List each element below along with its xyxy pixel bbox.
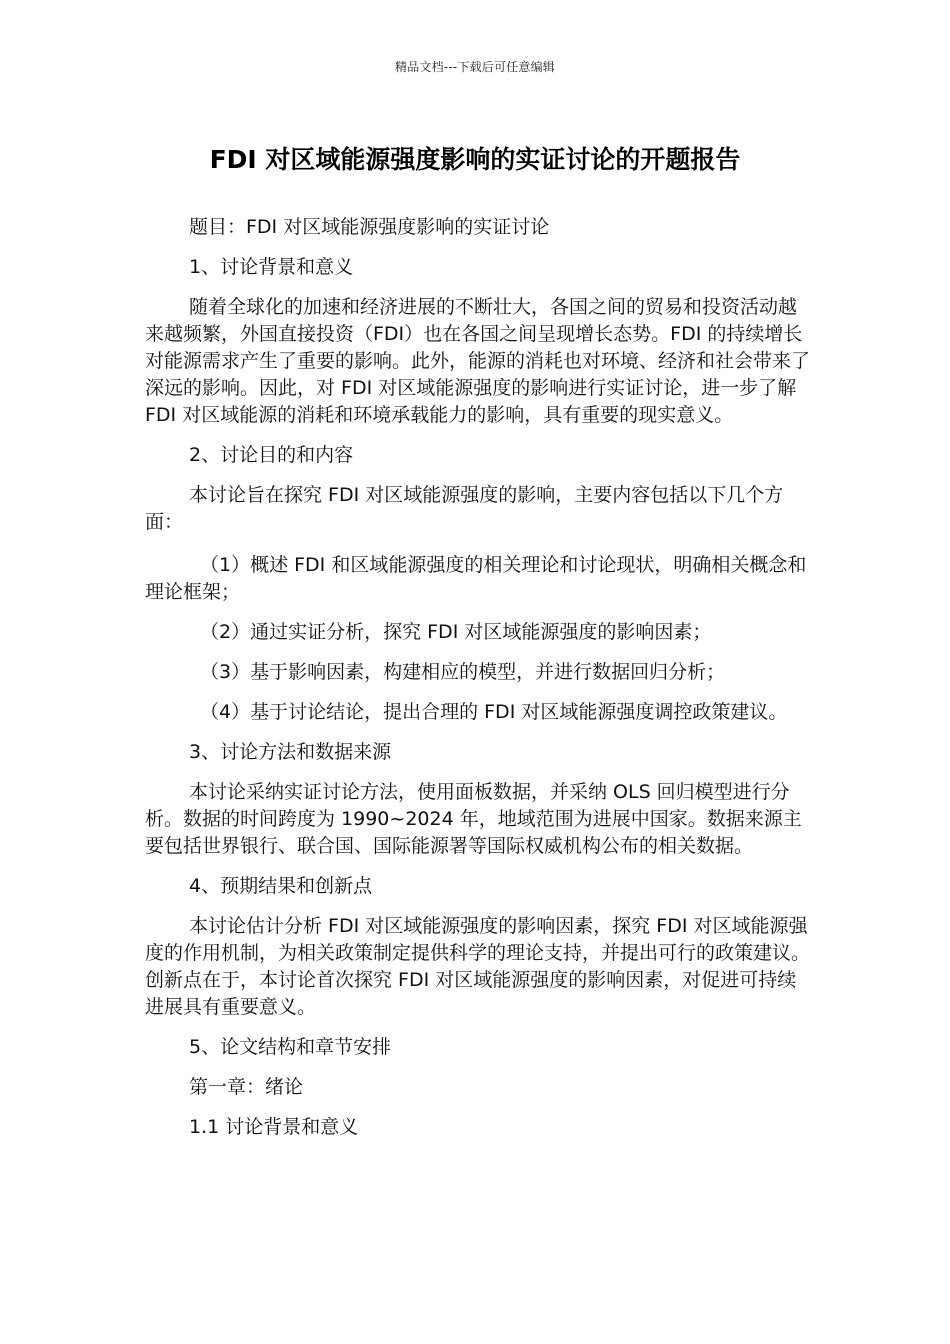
section-2-item-2: （2）通过实证分析，探究 FDI 对区域能源强度的影响因素；: [200, 621, 712, 643]
section-2-heading: 2、讨论目的和内容: [189, 444, 354, 466]
section-5-heading: 5、论文结构和章节安排: [189, 1036, 392, 1058]
topic-line: 题目：FDI 对区域能源强度影响的实证讨论: [189, 216, 550, 238]
section-3-body: 本讨论采纳实证讨论方法，使用面板数据，并采纳 OLS 回归模型进行分析。数据的时间跨度为 1990~2024 年，地域范围为进展中国家。数据来源主要包括世界银行、联合国、国际能源署等国际权威机构公布的相关数据。: [145, 781, 802, 857]
section-1-body: 随着全球化的加速和经济进展的不断壮大，各国之间的贸易和投资活动越来越频繁，外国直接投资（FDI）也在各国之间呈现增长态势。FDI 的持续增长对能源需求产生了重要的影响。此外，能源的消耗也对环境、经济和社会带来了深远的影响。因此，对 FDI 对区域能源强度的影响进行实证讨论，进一步了解 FDI 对区域能源的消耗和环境承载能力的影响，具有重要的现实意义。: [145, 296, 811, 426]
section-3-heading: 3、讨论方法和数据来源: [189, 741, 392, 763]
document-title: FDI 对区域能源强度影响的实证讨论的开题报告: [209, 145, 741, 174]
chapter-1-1-heading: 1.1 讨论背景和意义: [189, 1116, 359, 1138]
section-2-item-4: （4）基于讨论结论，提出合理的 FDI 对区域能源强度调控政策建议。: [200, 701, 788, 723]
section-1-heading: 1、讨论背景和意义: [189, 256, 354, 278]
document-body: [145, 214, 810, 1141]
section-4-heading: 4、预期结果和创新点: [189, 875, 373, 897]
section-2-item-1: （1）概述 FDI 和区域能源强度的相关理论和讨论现状，明确相关概念和理论框架；: [145, 554, 807, 603]
section-2-body: 本讨论旨在探究 FDI 对区域能源强度的影响，主要内容包括以下几个方面：: [145, 484, 784, 533]
header-note: 精品文档---下载后可任意编辑: [395, 60, 555, 74]
section-4-body: 本讨论估计分析 FDI 对区域能源强度的影响因素，探究 FDI 对区域能源强度的作用机制，为相关政策制定提供科学的理论支持，并提出可行的政策建议。创新点在于，本讨论首次探究 FDI 对区域能源强度的影响因素，对促进可持续进展具有重要意义。: [145, 915, 811, 1018]
chapter-1-heading: 第一章：绪论: [189, 1076, 304, 1098]
section-2-item-3: （3）基于影响因素，构建相应的模型，并进行数据回归分析；: [200, 661, 726, 683]
